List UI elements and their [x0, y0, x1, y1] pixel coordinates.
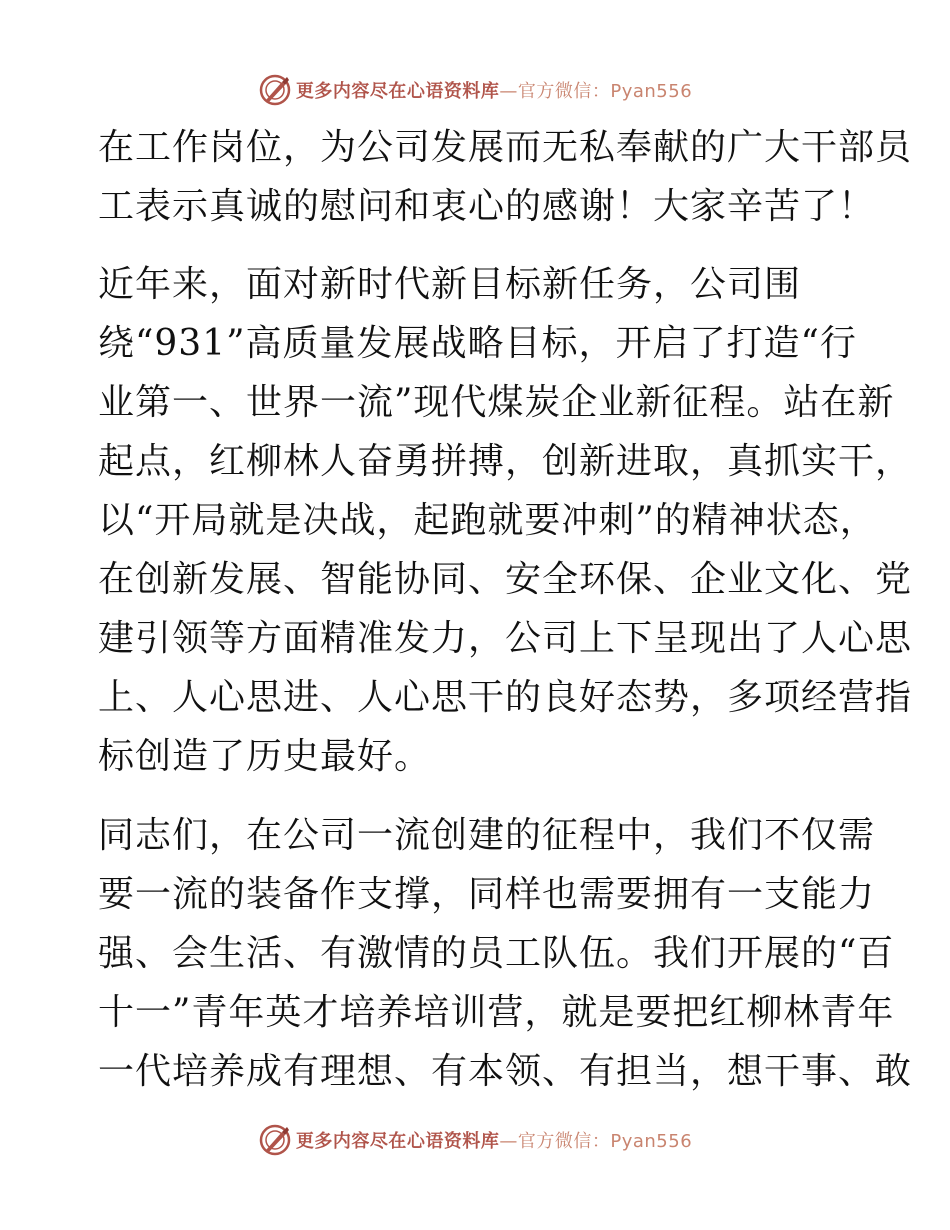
banner-separator: — — [499, 81, 518, 102]
text-line: 要一流的装备作支撑，同样也需要拥有一支能力 — [98, 874, 876, 915]
text-line: 十一”青年英才培养培训营，就是要把红柳林青年 — [98, 992, 895, 1033]
text-line: 标创造了历史最好。 — [98, 736, 432, 777]
text-line: 以“开局就是决战，起跑就要冲刺”的精神状态， — [98, 500, 877, 541]
text-line: 近年来，面对新时代新目标新任务，公司围 — [98, 264, 802, 305]
banner-lead: 更多内容尽在心语资料库 — [295, 81, 500, 102]
banner-text — [296, 77, 692, 103]
text-line: 建引领等方面精准发力，公司上下呈现出了人心思 — [98, 618, 913, 659]
text-line: 一代培养成有理想、有本领、有担当，想干事、敢 — [98, 1051, 913, 1092]
pen-circle-logo-icon — [258, 1123, 292, 1157]
banner-separator: — — [499, 1131, 518, 1152]
banner-contact: 官方微信：Pyan556 — [517, 1131, 693, 1152]
banner-contact: 官方微信：Pyan556 — [517, 81, 693, 102]
header-banner — [0, 70, 950, 110]
text-line: 绕“931”高质量发展战略目标，开启了打造“行 — [98, 323, 857, 364]
paragraph-1 — [98, 118, 913, 236]
text-line: 工表示真诚的慰问和衷心的感谢！大家辛苦了！ — [98, 186, 876, 227]
pen-circle-logo-icon — [258, 73, 292, 107]
paragraph-3 — [98, 806, 913, 1101]
text-line: 上、人心思进、人心思干的良好态势，多项经营指 — [98, 677, 913, 718]
text-line: 起点，红柳林人奋勇拼搏，创新进取，真抓实干， — [98, 441, 913, 482]
text-line: 在工作岗位，为公司发展而无私奉献的广大干部员 — [98, 127, 913, 168]
paragraph-2 — [98, 255, 913, 786]
footer-banner — [0, 1120, 950, 1160]
document-body — [98, 118, 913, 1105]
text-line: 同志们，在公司一流创建的征程中，我们不仅需 — [98, 815, 876, 856]
banner-text — [296, 1127, 692, 1153]
text-line: 强、会生活、有激情的员工队伍。我们开展的“百 — [98, 933, 895, 974]
text-line: 在创新发展、智能协同、安全环保、企业文化、党 — [98, 559, 913, 600]
banner-lead: 更多内容尽在心语资料库 — [295, 1131, 500, 1152]
text-line: 业第一、世界一流”现代煤炭企业新征程。站在新 — [98, 382, 895, 423]
